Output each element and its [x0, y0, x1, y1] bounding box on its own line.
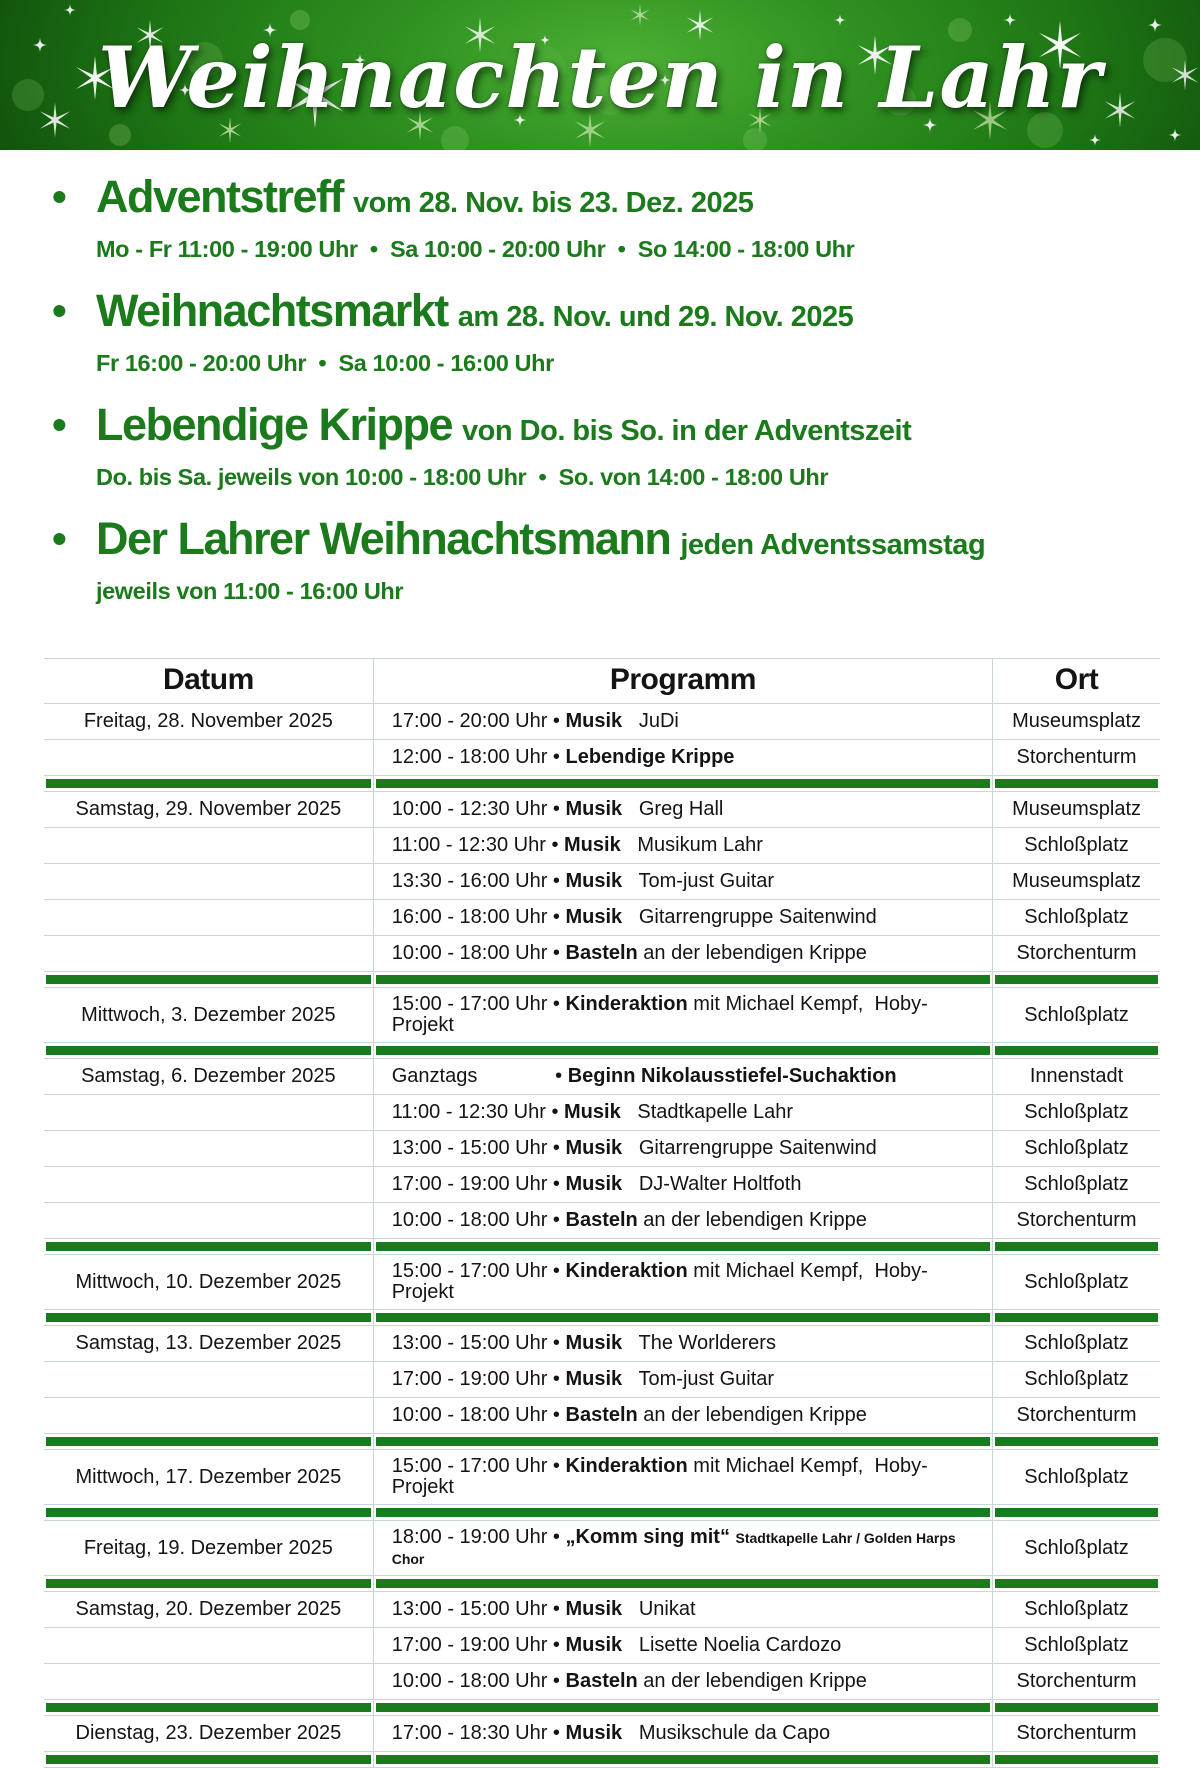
divider-bar	[995, 1437, 1158, 1446]
program-cell: 17:00 - 19:00 Uhr • Musik DJ-Walter Holtfoth	[373, 1167, 992, 1203]
ort-cell: Schloßplatz	[993, 1521, 1160, 1576]
event-title: Lebendige Krippe	[96, 399, 453, 450]
event-subtitle: vom 28. Nov. bis 23. Dez. 2025	[353, 187, 754, 219]
program-table-section	[0, 630, 1200, 1768]
event-title: Der Lahrer Weihnachtsmann	[96, 513, 671, 564]
bullet-icon: •	[52, 401, 67, 448]
ort-cell: Storchenturm	[993, 740, 1160, 776]
ort-cell: Schloßplatz	[993, 1167, 1160, 1203]
event-detail: Fr 16:00 - 20:00 Uhr • Sa 10:00 - 16:00 Uhr	[96, 350, 554, 376]
divider-bar	[376, 1755, 990, 1764]
divider-bar	[995, 1242, 1158, 1251]
ort-cell: Schloßplatz	[993, 988, 1160, 1043]
program-cell: 10:00 - 18:00 Uhr • Basteln an der lebendigen Krippe	[373, 936, 992, 972]
ort-cell: Storchenturm	[993, 1716, 1160, 1752]
table-row	[44, 1203, 1160, 1239]
divider-bar	[46, 1242, 371, 1251]
divider-bar	[46, 1755, 371, 1764]
divider-bar	[46, 1508, 371, 1517]
divider-bar	[376, 1437, 990, 1446]
ort-cell: Storchenturm	[993, 1203, 1160, 1239]
column-header-ort: Ort	[993, 659, 1160, 704]
date-cell	[44, 1167, 373, 1203]
divider-bar	[995, 1579, 1158, 1588]
date-cell: Dienstag, 23. Dezember 2025	[44, 1716, 373, 1752]
ort-cell: Innenstadt	[993, 1059, 1160, 1095]
program-cell: 17:00 - 18:30 Uhr • Musik Musikschule da Capo	[373, 1716, 992, 1752]
program-cell: 10:00 - 18:00 Uhr • Basteln an der lebendigen Krippe	[373, 1203, 992, 1239]
date-cell	[44, 1203, 373, 1239]
ort-cell: Schloßplatz	[993, 1326, 1160, 1362]
table-row	[44, 1664, 1160, 1700]
program-table-body	[44, 704, 1160, 1768]
ort-cell: Museumsplatz	[993, 792, 1160, 828]
event-detail: jeweils von 11:00 - 16:00 Uhr	[96, 578, 404, 604]
divider-bar	[995, 1703, 1158, 1712]
table-row	[44, 704, 1160, 740]
table-row	[44, 740, 1160, 776]
table-row	[44, 1592, 1160, 1628]
program-cell: 18:00 - 19:00 Uhr • „Komm sing mit“ Stadtkapelle Lahr / Golden Harps Chor	[373, 1521, 992, 1576]
divider-bar	[995, 779, 1158, 788]
divider-bar	[376, 779, 990, 788]
divider-bar	[995, 1313, 1158, 1322]
group-divider	[44, 1043, 1160, 1059]
divider-bar	[376, 1242, 990, 1251]
group-divider	[44, 1310, 1160, 1326]
table-row	[44, 900, 1160, 936]
date-cell: Freitag, 28. November 2025	[44, 704, 373, 740]
table-row	[44, 828, 1160, 864]
table-row	[44, 1450, 1160, 1505]
christmas-banner	[0, 0, 1200, 150]
date-cell: Mittwoch, 3. Dezember 2025	[44, 988, 373, 1043]
divider-bar	[46, 1046, 371, 1055]
group-divider	[44, 776, 1160, 792]
program-table	[44, 658, 1160, 1768]
table-row	[44, 1059, 1160, 1095]
table-row	[44, 1255, 1160, 1310]
divider-bar	[46, 1579, 371, 1588]
event-subtitle: von Do. bis So. in der Adventszeit	[462, 415, 912, 447]
divider-bar	[376, 1313, 990, 1322]
event-item-weihnachtsmarkt	[52, 285, 1160, 377]
table-row	[44, 1167, 1160, 1203]
group-divider	[44, 1576, 1160, 1592]
ort-cell: Schloßplatz	[993, 1095, 1160, 1131]
program-cell: 13:00 - 15:00 Uhr • Musik The Worlderers	[373, 1326, 992, 1362]
divider-bar	[376, 1579, 990, 1588]
divider-bar	[995, 1046, 1158, 1055]
table-row	[44, 1521, 1160, 1576]
table-row	[44, 792, 1160, 828]
group-divider	[44, 1434, 1160, 1450]
event-detail: Do. bis Sa. jeweils von 10:00 - 18:00 Uhr • So. von 14:00 - 18:00 Uhr	[96, 464, 829, 490]
event-item-adventstreff	[52, 171, 1160, 263]
table-row	[44, 1362, 1160, 1398]
group-divider	[44, 1239, 1160, 1255]
date-cell	[44, 740, 373, 776]
divider-bar	[995, 1508, 1158, 1517]
table-row	[44, 936, 1160, 972]
divider-bar	[46, 1703, 371, 1712]
date-cell	[44, 900, 373, 936]
program-cell: 10:00 - 18:00 Uhr • Basteln an der lebendigen Krippe	[373, 1398, 992, 1434]
program-cell: 12:00 - 18:00 Uhr • Lebendige Krippe	[373, 740, 992, 776]
ort-cell: Schloßplatz	[993, 1592, 1160, 1628]
program-cell: 11:00 - 12:30 Uhr • Musik Musikum Lahr	[373, 828, 992, 864]
date-cell	[44, 1664, 373, 1700]
program-cell: 10:00 - 18:00 Uhr • Basteln an der lebendigen Krippe	[373, 1664, 992, 1700]
date-cell	[44, 864, 373, 900]
program-cell: 13:00 - 15:00 Uhr • Musik Unikat	[373, 1592, 992, 1628]
divider-bar	[46, 779, 371, 788]
divider-bar	[376, 1703, 990, 1712]
program-cell: 16:00 - 18:00 Uhr • Musik Gitarrengruppe Saitenwind	[373, 900, 992, 936]
divider-bar	[46, 1437, 371, 1446]
table-row	[44, 864, 1160, 900]
date-cell: Samstag, 29. November 2025	[44, 792, 373, 828]
program-cell: 15:00 - 17:00 Uhr • Kinderaktion mit Michael Kempf, Hoby-Projekt	[373, 988, 992, 1043]
date-cell: Freitag, 19. Dezember 2025	[44, 1521, 373, 1576]
ort-cell: Museumsplatz	[993, 704, 1160, 740]
program-cell: 15:00 - 17:00 Uhr • Kinderaktion mit Michael Kempf, Hoby-Projekt	[373, 1450, 992, 1505]
program-cell: 17:00 - 19:00 Uhr • Musik Tom-just Guitar	[373, 1362, 992, 1398]
table-row	[44, 1628, 1160, 1664]
date-cell	[44, 1362, 373, 1398]
group-divider	[44, 1700, 1160, 1716]
date-cell: Samstag, 13. Dezember 2025	[44, 1326, 373, 1362]
divider-bar	[376, 1508, 990, 1517]
ort-cell: Schloßplatz	[993, 1362, 1160, 1398]
program-cell: 10:00 - 12:30 Uhr • Musik Greg Hall	[373, 792, 992, 828]
table-row	[44, 1095, 1160, 1131]
date-cell	[44, 936, 373, 972]
ort-cell: Schloßplatz	[993, 900, 1160, 936]
program-cell: 17:00 - 19:00 Uhr • Musik Lisette Noelia Cardozo	[373, 1628, 992, 1664]
group-divider	[44, 1505, 1160, 1521]
date-cell	[44, 1095, 373, 1131]
divider-bar	[995, 1755, 1158, 1764]
event-detail: Mo - Fr 11:00 - 19:00 Uhr • Sa 10:00 - 20:00 Uhr • So 14:00 - 18:00 Uhr	[96, 236, 855, 262]
table-row	[44, 988, 1160, 1043]
program-cell: Ganztags • Beginn Nikolausstiefel-Suchaktion	[373, 1059, 992, 1095]
ort-cell: Storchenturm	[993, 1398, 1160, 1434]
event-title: Adventstreff	[96, 171, 344, 222]
date-cell: Mittwoch, 17. Dezember 2025	[44, 1450, 373, 1505]
divider-bar	[46, 1313, 371, 1322]
ort-cell: Schloßplatz	[993, 1628, 1160, 1664]
event-summary-list	[0, 150, 1200, 605]
column-header-programm: Programm	[373, 659, 992, 704]
group-divider	[44, 1752, 1160, 1768]
ort-cell: Storchenturm	[993, 1664, 1160, 1700]
ort-cell: Schloßplatz	[993, 828, 1160, 864]
table-header-row	[44, 659, 1160, 704]
date-cell: Samstag, 20. Dezember 2025	[44, 1592, 373, 1628]
divider-bar	[46, 975, 371, 984]
event-subtitle: am 28. Nov. und 29. Nov. 2025	[457, 301, 854, 333]
bullet-icon: •	[52, 515, 67, 562]
ort-cell: Schloßplatz	[993, 1255, 1160, 1310]
column-header-datum: Datum	[44, 659, 373, 704]
event-subtitle: jeden Adventssamstag	[680, 529, 986, 561]
bullet-icon: •	[52, 287, 67, 334]
ort-cell: Schloßplatz	[993, 1450, 1160, 1505]
date-cell: Mittwoch, 10. Dezember 2025	[44, 1255, 373, 1310]
program-cell: 13:30 - 16:00 Uhr • Musik Tom-just Guitar	[373, 864, 992, 900]
program-cell: 13:00 - 15:00 Uhr • Musik Gitarrengruppe Saitenwind	[373, 1131, 992, 1167]
table-row	[44, 1326, 1160, 1362]
program-cell: 11:00 - 12:30 Uhr • Musik Stadtkapelle Lahr	[373, 1095, 992, 1131]
date-cell	[44, 1398, 373, 1434]
page-title: Weihnachten in Lahr	[97, 28, 1103, 127]
divider-bar	[376, 975, 990, 984]
program-cell: 17:00 - 20:00 Uhr • Musik JuDi	[391, 710, 679, 732]
ort-cell: Storchenturm	[993, 936, 1160, 972]
table-row	[44, 1131, 1160, 1167]
date-cell	[44, 1131, 373, 1167]
ort-cell: Museumsplatz	[993, 864, 1160, 900]
bullet-icon: •	[52, 173, 67, 220]
date-cell	[44, 1628, 373, 1664]
ort-cell: Schloßplatz	[993, 1131, 1160, 1167]
program-cell: 15:00 - 17:00 Uhr • Kinderaktion mit Michael Kempf, Hoby-Projekt	[373, 1255, 992, 1310]
divider-bar	[995, 975, 1158, 984]
date-cell: Samstag, 6. Dezember 2025	[44, 1059, 373, 1095]
table-row	[44, 1716, 1160, 1752]
divider-bar	[376, 1046, 990, 1055]
event-title: Weihnachtsmarkt	[96, 285, 448, 336]
group-divider	[44, 972, 1160, 988]
table-row	[44, 1398, 1160, 1434]
event-item-lebendige-krippe	[52, 399, 1160, 491]
event-item-weihnachtsmann	[52, 513, 1160, 605]
date-cell	[44, 828, 373, 864]
